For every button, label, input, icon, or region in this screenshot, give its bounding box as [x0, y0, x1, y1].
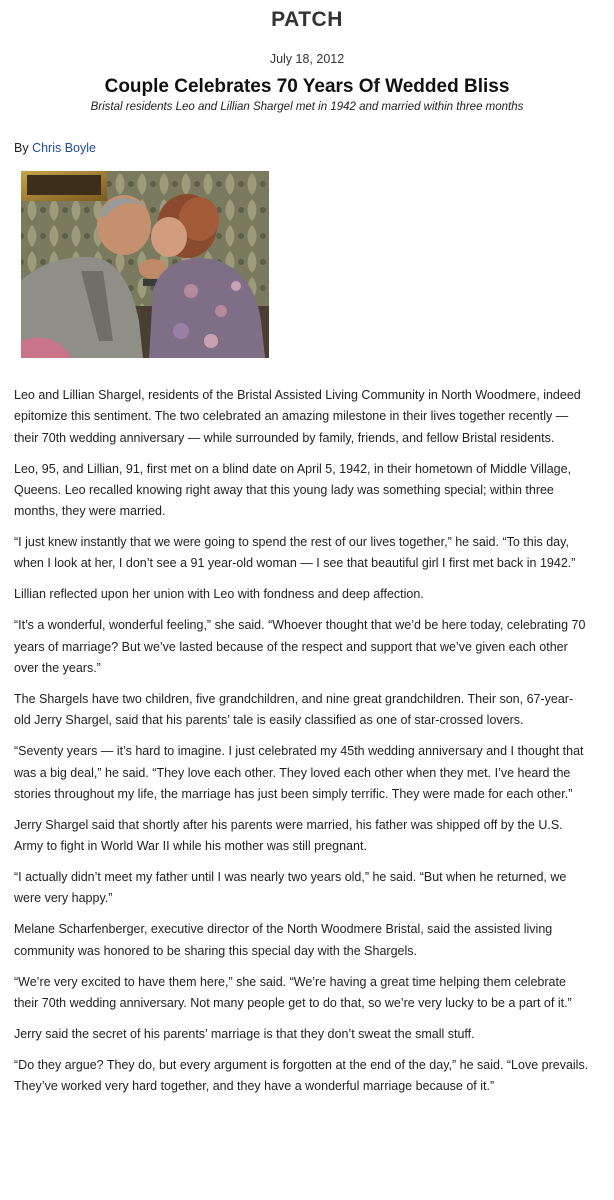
- body-paragraph: “Seventy years — it’s hard to imagine. I just celebrated my 45th wedding anniversary and I thought that was a big deal,” he said. “They love each other. They loved each other when they met. I’ve heard the stories throughout my life, the marriage has just been simply terrific. They were made for each other.”: [14, 744, 584, 801]
- byline: [14, 141, 96, 155]
- article-headline: Couple Celebrates 70 Years Of Wedded Bliss: [104, 76, 510, 97]
- article-photo: [21, 171, 269, 358]
- body-paragraph: “Do they argue? They do, but every argument is forgotten at the end of the day,” he said. “Love prevails. They’ve worked very hard together, and they have a wonderful marriage because of it.”: [14, 1057, 589, 1094]
- byline-prefix: By: [14, 141, 33, 155]
- author-link[interactable]: Chris Boyle: [32, 141, 96, 155]
- body-paragraph: The Shargels have two children, five grandchildren, and nine great grandchildren. Their son, 67-year-old Jerry Shargel, said that his parents’ tale is easily classified as one of star-crossed lovers.: [14, 692, 574, 728]
- couple-kissing-photo-icon: [21, 171, 269, 358]
- body-paragraph: “I just knew instantly that we were going to spend the rest of our lives together,” he said. “To this day, when I look at her, I don’t see a 91 year-old woman — I see that beautiful girl I first met back in 1942.”: [14, 535, 576, 571]
- body-paragraph: Lillian reflected upon her union with Leo with fondness and deep affection.: [14, 587, 424, 602]
- masthead-title: PATCH: [271, 8, 343, 31]
- body-paragraph: Jerry Shargel said that shortly after his parents were married, his father was shipped off by the U.S. Army to fight in World War II while his mother was still pregnant.: [14, 817, 563, 854]
- body-paragraph: “We’re very excited to have them here,” she said. “We’re having a great time helping them celebrate their 70th wedding anniversary. Not many people get to do that, so we’re very lucky to be a part of it.”: [14, 974, 572, 1010]
- body-paragraph: Jerry said the secret of his parents’ marriage is that they don’t sweat the small stuff.: [14, 1026, 475, 1041]
- body-paragraph: Melane Scharfenberger, executive director of the North Woodmere Bristal, said the assisted living community was honored to be sharing this special day with the Shargels.: [14, 922, 553, 958]
- body-paragraph: Leo, 95, and Lillian, 91, first met on a blind date on April 5, 1942, in their hometown of Middle Village, Queens. Leo recalled knowing right away that this young lady was something special; within three months, they were married.: [14, 461, 572, 519]
- article-date: July 18, 2012: [269, 52, 345, 66]
- article-subhead: Bristal residents Leo and Lillian Shargel met in 1942 and married within three months: [90, 101, 524, 113]
- body-paragraph: “It’s a wonderful, wonderful feeling,” she said. “Whoever thought that we’d be here today, celebrating 70 years of marriage? But we’ve lasted because of the respect and support that we’ve given each other over the years.”: [14, 618, 586, 676]
- article-body: [14, 385, 589, 1107]
- body-paragraph: Leo and Lillian Shargel, residents of the Bristal Assisted Living Community in North Woodmere, indeed epitomize this sentiment. The two celebrated an amazing milestone in their lives together recently — their 70th wedding anniversary — while surrounded by family, friends, and fellow Bristal residents.: [14, 388, 581, 445]
- body-paragraph: “I actually didn’t meet my father until I was nearly two years old,” he said. “But when he returned, we were very happy.”: [14, 870, 567, 906]
